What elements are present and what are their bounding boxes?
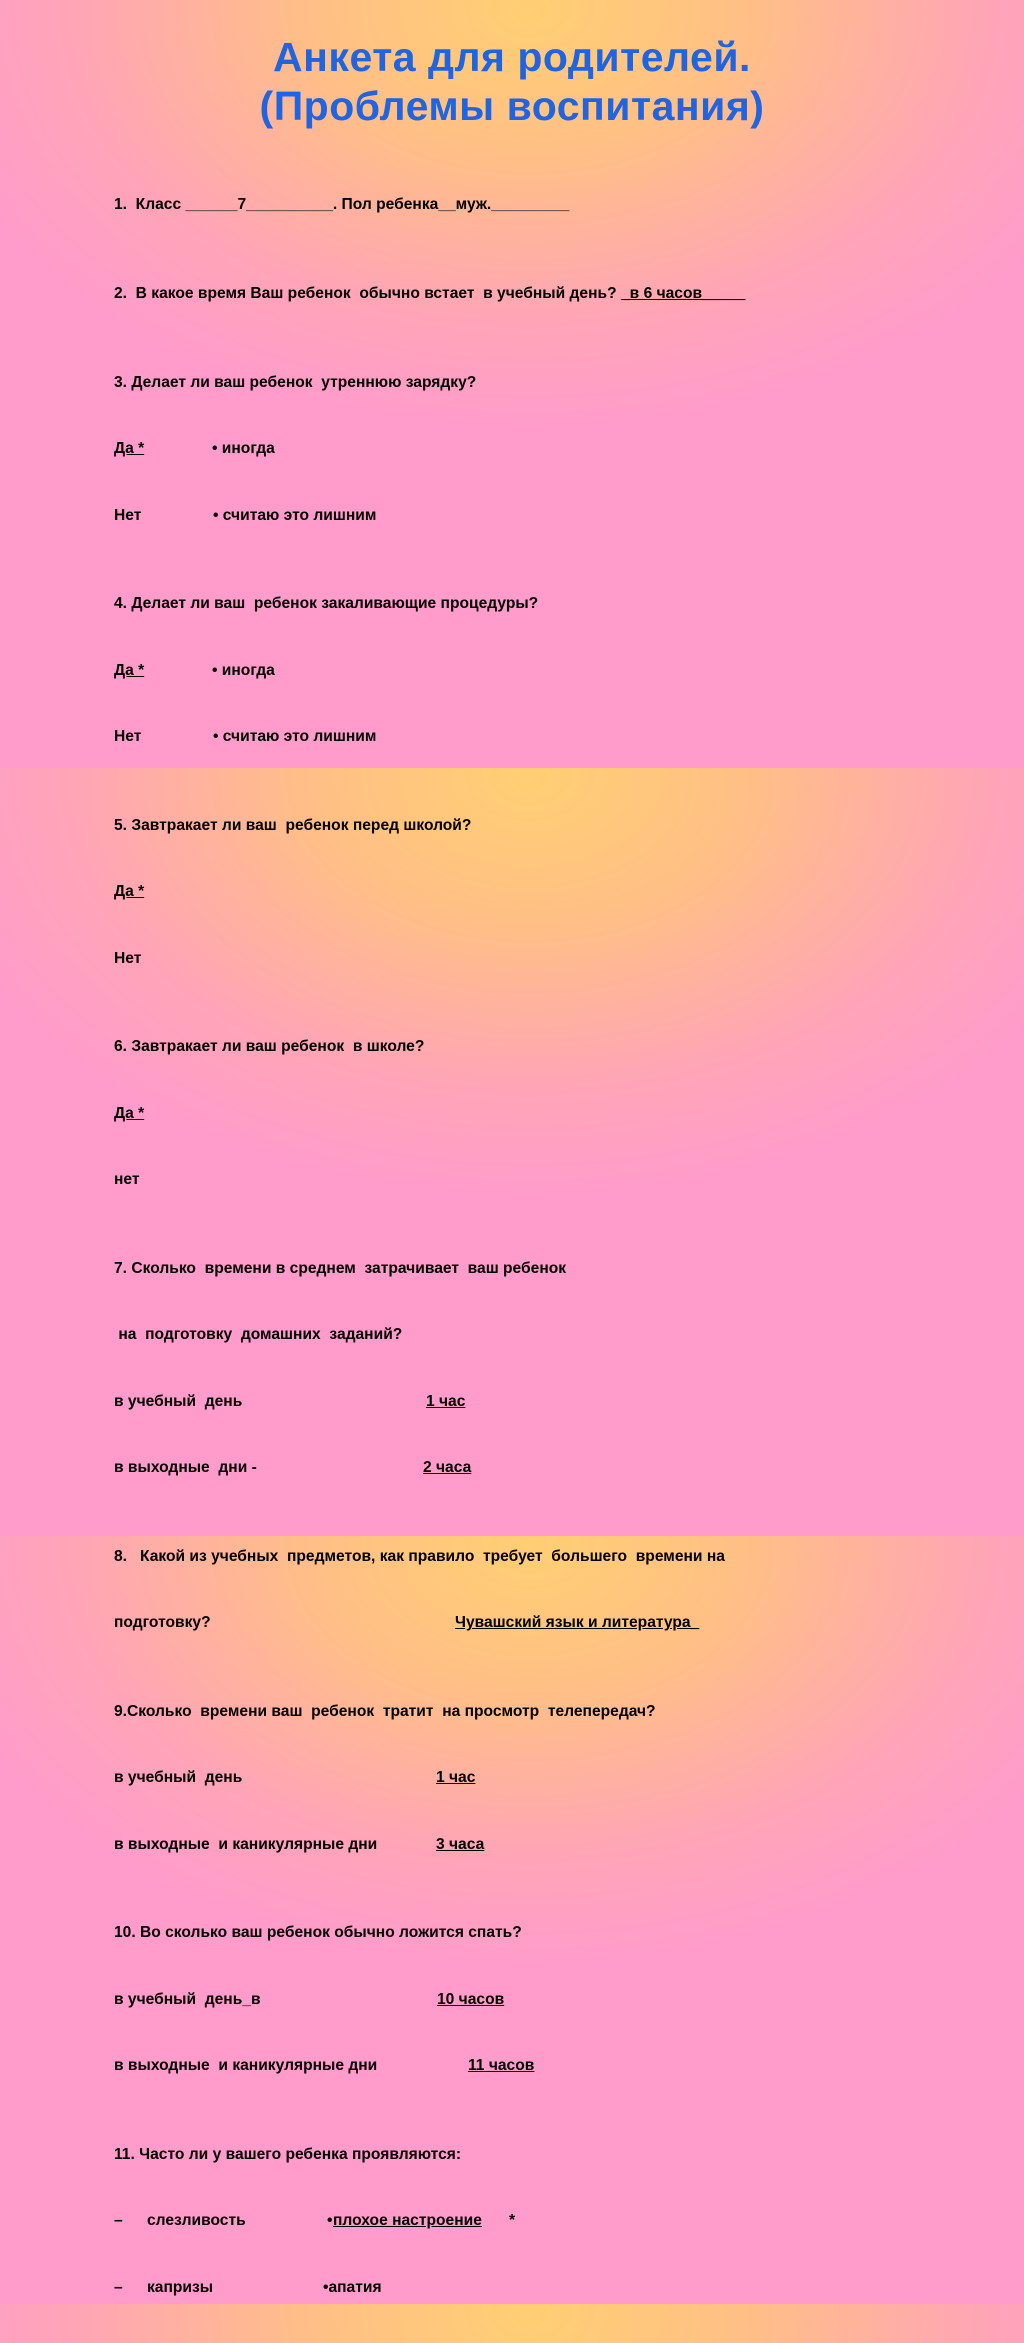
q3-option-unnecessary: • считаю это лишним — [213, 506, 377, 524]
q10-row1-value: 10 часов — [437, 1990, 505, 2008]
q7-question-a: 7. Сколько времени в среднем затрачивает ваш ребенок — [114, 1259, 567, 1277]
q11-option-bad-mood-mark: * — [509, 2212, 516, 2230]
q8-question-b: подготовку? — [114, 1614, 211, 1632]
q11-row-2 — [114, 2277, 1014, 2299]
q5-question: 5. Завтракает ли ваш ребенок перед школой? — [114, 816, 472, 834]
q6-option-yes-row — [114, 1103, 1014, 1125]
q2-answer: _в 6 часов_____ — [620, 285, 746, 303]
q5-option-no: Нет — [114, 949, 142, 967]
q11-question: 11. Часто ли у вашего ребенка проявляются: — [114, 2145, 462, 2163]
q8-answer: Чувашский язык и литература_ — [455, 1614, 700, 1632]
q10-line — [114, 1922, 1014, 1944]
q10-row-1 — [114, 1989, 1014, 2011]
q3-option-no: Нет — [114, 506, 142, 524]
q10-row2-value: 11 часов — [468, 2057, 535, 2075]
q11-dash-2: – — [114, 2278, 123, 2296]
q3-line — [114, 372, 1014, 394]
q11-bullet: • — [327, 2212, 333, 2230]
q3-question: 3. Делает ли ваш ребенок утреннюю зарядку? — [114, 373, 477, 391]
q4-option-unnecessary: • считаю это лишним — [213, 728, 377, 746]
q5-line — [114, 815, 1014, 837]
q2-line — [114, 283, 1014, 305]
questionnaire-body — [114, 128, 1014, 2343]
title-line-1: Анкета для родителей. — [273, 34, 751, 80]
q1-line — [114, 194, 1014, 216]
q7-line-1 — [114, 1258, 1014, 1280]
q11-option-apathy: •апатия — [323, 2278, 382, 2296]
q7-row-2 — [114, 1457, 1014, 1479]
q10-row2-label: в выходные и каникулярные дни — [114, 2057, 378, 2075]
q9-line — [114, 1701, 1014, 1723]
q3-options-row-2 — [114, 505, 1014, 527]
q3-option-sometimes: • иногда — [212, 440, 275, 458]
q11-option-tearfulness: слезливость — [147, 2212, 246, 2230]
q7-row1-value: 1 час — [426, 1392, 466, 1410]
q4-option-yes: Да * — [114, 661, 145, 679]
q10-question: 10. Во сколько ваш ребенок обычно ложится спать? — [114, 1924, 522, 1942]
q7-line-2 — [114, 1324, 1014, 1346]
q7-row2-label: в выходные дни - — [114, 1459, 257, 1477]
q9-row1-value: 1 час — [436, 1769, 476, 1787]
q4-question: 4. Делает ли ваш ребенок закаливающие процедуры? — [114, 595, 539, 613]
q4-option-sometimes: • иногда — [212, 661, 275, 679]
q5-option-yes: Да * — [114, 883, 145, 901]
q5-option-no-row — [114, 948, 1014, 970]
q2-question: 2. В какое время Ваш ребенок обычно встает в учебный день? — [114, 285, 621, 303]
q8-line-2 — [114, 1612, 1014, 1634]
q11-line — [114, 2144, 1014, 2166]
q9-row1-label: в учебный день — [114, 1769, 243, 1787]
q7-row-1 — [114, 1391, 1014, 1413]
q8-line-1 — [114, 1546, 1014, 1568]
q6-option-yes: Да * — [114, 1104, 145, 1122]
q7-row2-value: 2 часа — [423, 1459, 472, 1477]
q7-question-b: на подготовку домашних заданий? — [114, 1326, 403, 1344]
q9-row2-label: в выходные и каникулярные дни — [114, 1835, 382, 1853]
q9-row2-value: 3 часа — [436, 1835, 485, 1853]
q4-line — [114, 593, 1014, 615]
title-line-2: (Проблемы воспитания) — [259, 83, 765, 129]
q10-row1-label: в учебный день_в — [114, 1990, 261, 2008]
q1-text: 1. Класс ______7__________. Пол ребенка__муж._________ — [114, 196, 570, 214]
q4-options-row-1 — [114, 660, 1014, 682]
q9-row-1 — [114, 1767, 1014, 1789]
q11-dash-1: – — [114, 2212, 123, 2230]
q6-question: 6. Завтракает ли ваш ребенок в школе? — [114, 1038, 425, 1056]
q7-row1-label: в учебный день — [114, 1392, 243, 1410]
q6-line — [114, 1036, 1014, 1058]
q9-row-2 — [114, 1834, 1014, 1856]
q6-option-no: нет — [114, 1171, 140, 1189]
q4-option-no: Нет — [114, 728, 142, 746]
q3-option-yes: Да * — [114, 440, 145, 458]
q4-options-row-2 — [114, 726, 1014, 748]
q9-question: 9.Сколько времени ваш ребенок тратит на просмотр телепередач? — [114, 1702, 656, 1720]
q8-question-a: 8. Какой из учебных предметов, как правило требует большего времени на — [114, 1547, 725, 1565]
q10-row-2 — [114, 2055, 1014, 2077]
q5-option-yes-row — [114, 881, 1014, 903]
q11-option-bad-mood: плохое настроение — [333, 2212, 482, 2230]
q3-options-row-1 — [114, 438, 1014, 460]
q11-row-1 — [114, 2210, 1014, 2232]
q11-option-whims: капризы — [147, 2278, 214, 2296]
q6-option-no-row — [114, 1169, 1014, 1191]
